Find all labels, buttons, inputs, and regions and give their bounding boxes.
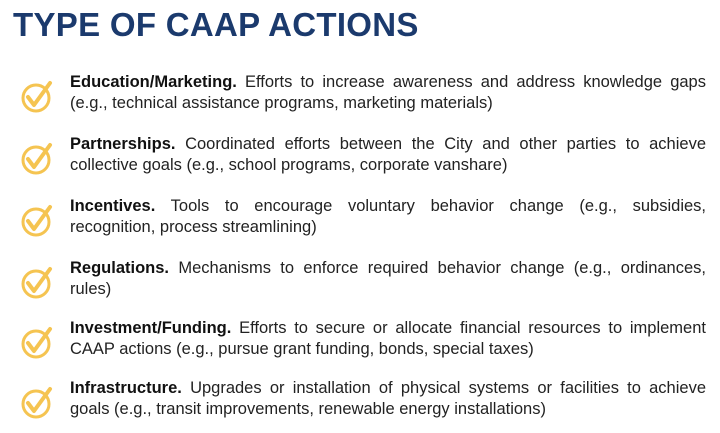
list-item <box>0 318 720 368</box>
item-term: Regulations. <box>70 259 170 277</box>
item-term: Incentives. <box>70 197 156 215</box>
item-description: Coordinated efforts between the City and other parties to achieve collective goals (e.g., school programs, corporate vanshare) <box>70 135 706 174</box>
item-term: Education/Marketing. <box>70 73 237 91</box>
item-text <box>70 72 706 114</box>
item-description: Tools to encourage voluntary behavior change (e.g., subsidies, recognition, process streamlining) <box>70 197 706 236</box>
item-term: Infrastructure. <box>70 379 182 397</box>
check-circle-icon <box>20 142 54 176</box>
item-text <box>70 134 706 176</box>
item-text <box>70 258 706 300</box>
list-item <box>0 196 720 246</box>
list-item <box>0 378 720 428</box>
item-description: Upgrades or installation of physical systems or facilities to achieve goals (e.g., transit improvements, renewable energy installations) <box>70 379 706 418</box>
list-item <box>0 72 720 122</box>
check-circle-icon <box>20 204 54 238</box>
check-circle-icon <box>20 326 54 360</box>
page-title: TYPE OF CAAP ACTIONS <box>13 6 419 43</box>
item-description: Efforts to secure or allocate financial resources to implement CAAP actions (e.g., pursue grant funding, bonds, special taxes) <box>70 319 706 358</box>
item-term: Partnerships. <box>70 135 176 153</box>
list-item <box>0 134 720 184</box>
item-text <box>70 196 706 238</box>
item-description: Mechanisms to enforce required behavior change (e.g., ordinances, rules) <box>70 259 706 298</box>
item-text <box>70 378 706 420</box>
check-circle-icon <box>20 386 54 420</box>
check-circle-icon <box>20 266 54 300</box>
list-item <box>0 258 720 308</box>
item-text <box>70 318 706 360</box>
check-circle-icon <box>20 80 54 114</box>
item-term: Investment/Funding. <box>70 319 232 337</box>
item-description: Efforts to increase awareness and address knowledge gaps (e.g., technical assistance programs, marketing materials) <box>70 73 706 112</box>
